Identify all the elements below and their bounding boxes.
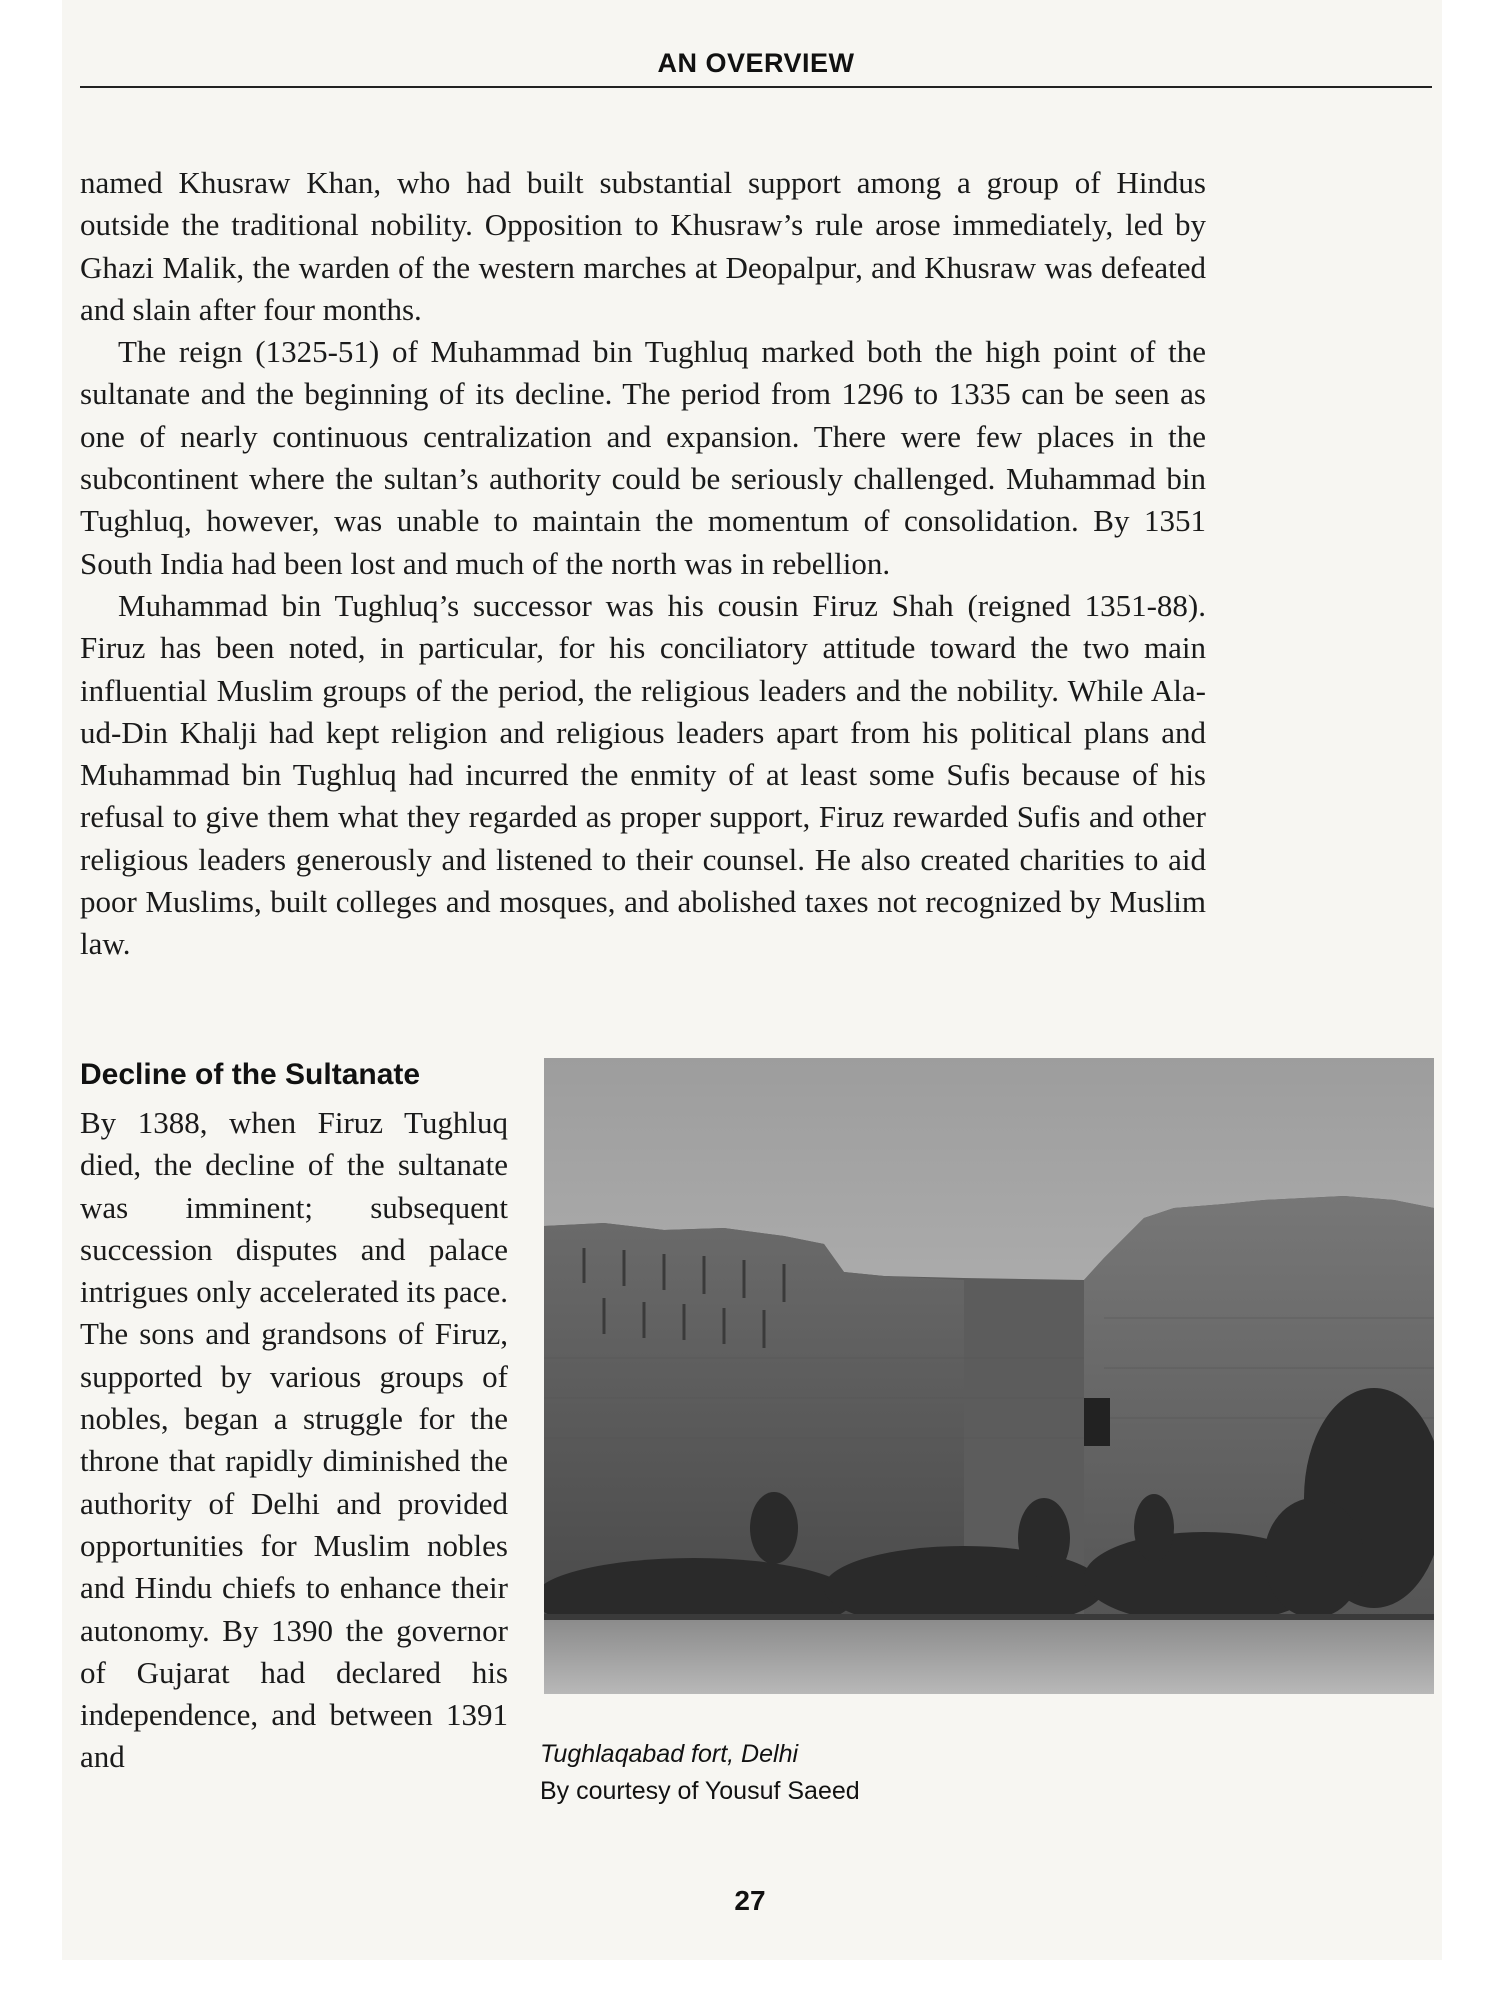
photo-caption — [540, 1736, 860, 1810]
fort-photo-illustration — [544, 1058, 1434, 1694]
body-text — [80, 162, 1206, 966]
paragraph-2: The reign (1325-51) of Muhammad bin Tughluq marked both the high point of the sultanate and the beginning of its decline. The period from 1296 to 1335 can be seen as one of nearly continuous centralization and expansion. There were few places in the subcontinent where the sultan’s authority could be seriously challenged. Muhammad bin Tughluq, however, was unable to maintain the momentum of consolidation. By 1351 South India had been lost and much of the north was in rebellion. — [80, 334, 1206, 581]
paragraph-3: Muhammad bin Tughluq’s successor was his cousin Firuz Shah (reigned 1351-88). Firuz has been noted, in particular, for his conciliatory attitude toward the two main influential Muslim groups of the period, the religious leaders and the nobility. While Ala-ud-Din Khalji had kept religion and religious leaders apart from his political plans and Muhammad bin Tughluq had incurred the enmity of at least some Sufis because of his refusal to give them what they regarded as proper support, Firuz rewarded Sufis and other religious leaders generously and listened to their counsel. He also created charities to aid poor Muslims, built colleges and mosques, and abolished taxes not recognized by Muslim law. — [80, 587, 1206, 962]
section-heading: Decline of the Sultanate — [80, 1058, 421, 1091]
page-number: 27 — [734, 1885, 766, 1916]
fort-photo — [544, 1058, 1434, 1694]
section-paragraph: By 1388, when Firuz Tughluq died, the decline of the sultanate was imminent; subsequent succession disputes and palace intrigues only accelerated its pace. The sons and grandsons of Firuz, supported by various groups of nobles, began a struggle for the throne that rapidly diminished the authority of Delhi and provided opportunities for Muslim nobles and Hindu chiefs to enhance their autonomy. By 1390 the governor of Gujarat had declared his independence, and between 1391 and — [80, 1105, 508, 1775]
page-header — [80, 48, 1432, 88]
caption-credit: By courtesy of Yousuf Saeed — [540, 1777, 860, 1805]
caption-title: Tughlaqabad fort, Delhi — [540, 1740, 799, 1768]
section-text — [80, 1102, 508, 1779]
paragraph-1: named Khusraw Khan, who had built substantial support among a group of Hindus outside the traditional nobility. Opposition to Khusraw’s rule arose immediately, led by Ghazi Malik, the warden of the western marches at Deopalpur, and Khusraw was defeated and slain after four months. — [80, 165, 1206, 327]
running-head: AN OVERVIEW — [657, 48, 855, 78]
